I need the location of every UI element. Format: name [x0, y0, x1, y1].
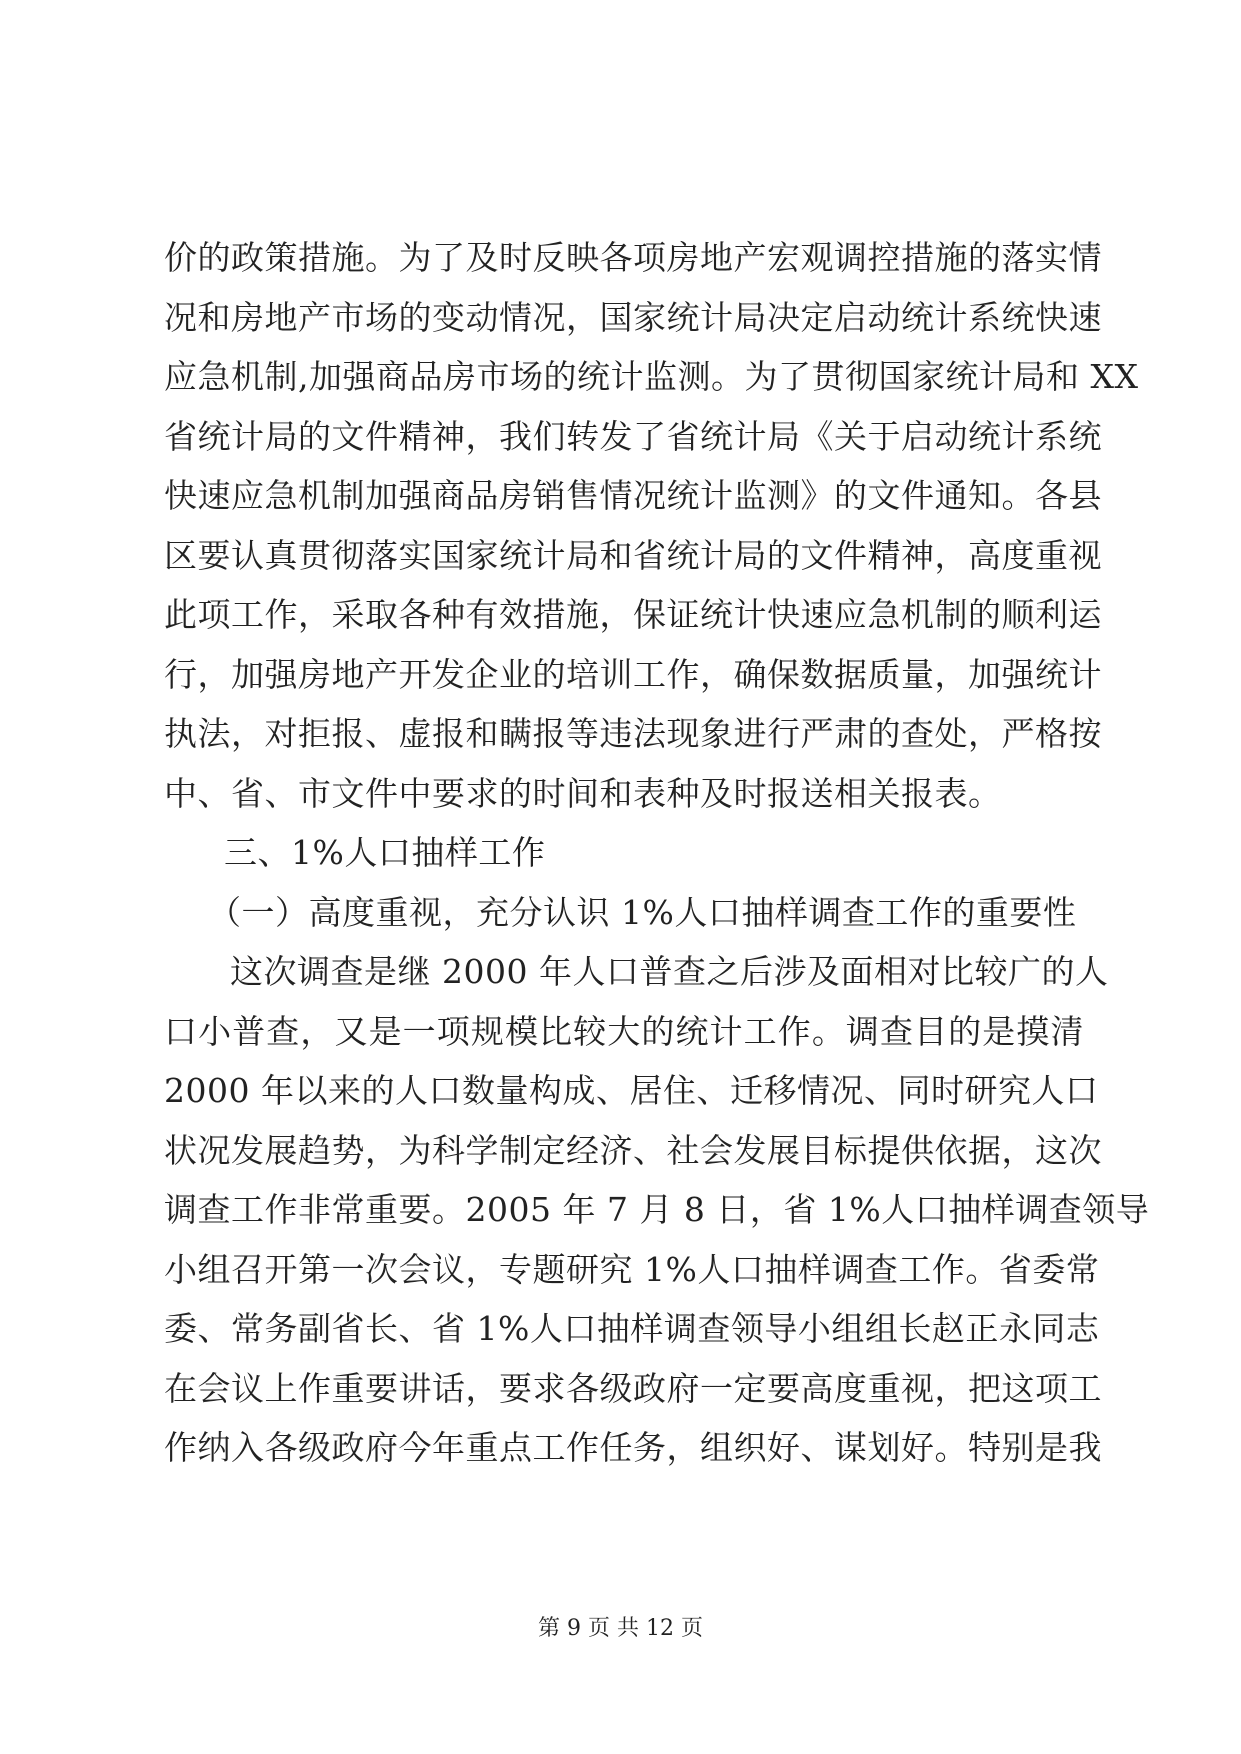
paragraph-line: 此项工作，采取各种有效措施，保证统计快速应急机制的顺利运: [164, 595, 1102, 634]
section-heading: 三、1%人口抽样工作: [224, 833, 546, 872]
page-number-footer: 第 9 页 共 12 页: [538, 1616, 703, 1641]
paragraph-line: 小组召开第一次会议，专题研究 1%人口抽样调查工作。省委常: [164, 1249, 1100, 1289]
paragraph-line: 快速应急机制加强商品房销售情况统计监测》的文件通知。各县: [164, 476, 1102, 515]
paragraph-line: 调查工作非常重要。2005 年 7 月 8 日，省 1%人口抽样调查领导: [164, 1190, 1150, 1229]
paragraph-line: 委、常务副省长、省 1%人口抽样调查领导小组组长赵正永同志: [164, 1309, 1100, 1348]
paragraph-line: 执法，对拒报、虚报和瞒报等违法现象进行严肃的查处，严格按: [164, 714, 1102, 753]
paragraph-line: 作纳入各级政府今年重点工作任务，组织好、谋划好。特别是我: [164, 1428, 1102, 1467]
paragraph-line: 况和房地产市场的变动情况，国家统计局决定启动统计系统快速: [164, 297, 1102, 337]
paragraph-line: 省统计局的文件精神，我们转发了省统计局《关于启动统计系统: [164, 416, 1102, 456]
paragraph-line: 在会议上作重要讲话，要求各级政府一定要高度重视，把这项工: [164, 1368, 1102, 1408]
document-body: [164, 228, 1150, 1478]
subsection-heading: （一）高度重视，充分认识 1%人口抽样调查工作的重要性: [208, 892, 1077, 932]
paragraph-line: 状况发展趋势，为科学制定经济、社会发展目标提供依据，这次: [164, 1130, 1102, 1170]
paragraph-line: 行，加强房地产开发企业的培训工作，确保数据质量，加强统计: [164, 654, 1102, 694]
paragraph-line: 口小普查，又是一项规模比较大的统计工作。调查目的是摸清: [164, 1011, 1084, 1051]
paragraph-line: 这次调查是继 2000 年人口普查之后涉及面相对比较广的人: [230, 952, 1109, 991]
paragraph-line: 价的政策措施。为了及时反映各项房地产宏观调控措施的落实情: [164, 238, 1102, 277]
paragraph-line: 2000 年以来的人口数量构成、居住、迁移情况、同时研究人口: [164, 1071, 1099, 1110]
paragraph-line: 区要认真贯彻落实国家统计局和省统计局的文件精神，高度重视: [164, 535, 1102, 575]
paragraph-line: 中、省、市文件中要求的时间和表种及时报送相关报表。: [164, 773, 1002, 813]
paragraph-line: 应急机制,加强商品房市场的统计监测。为了贯彻国家统计局和 XX: [164, 357, 1139, 396]
